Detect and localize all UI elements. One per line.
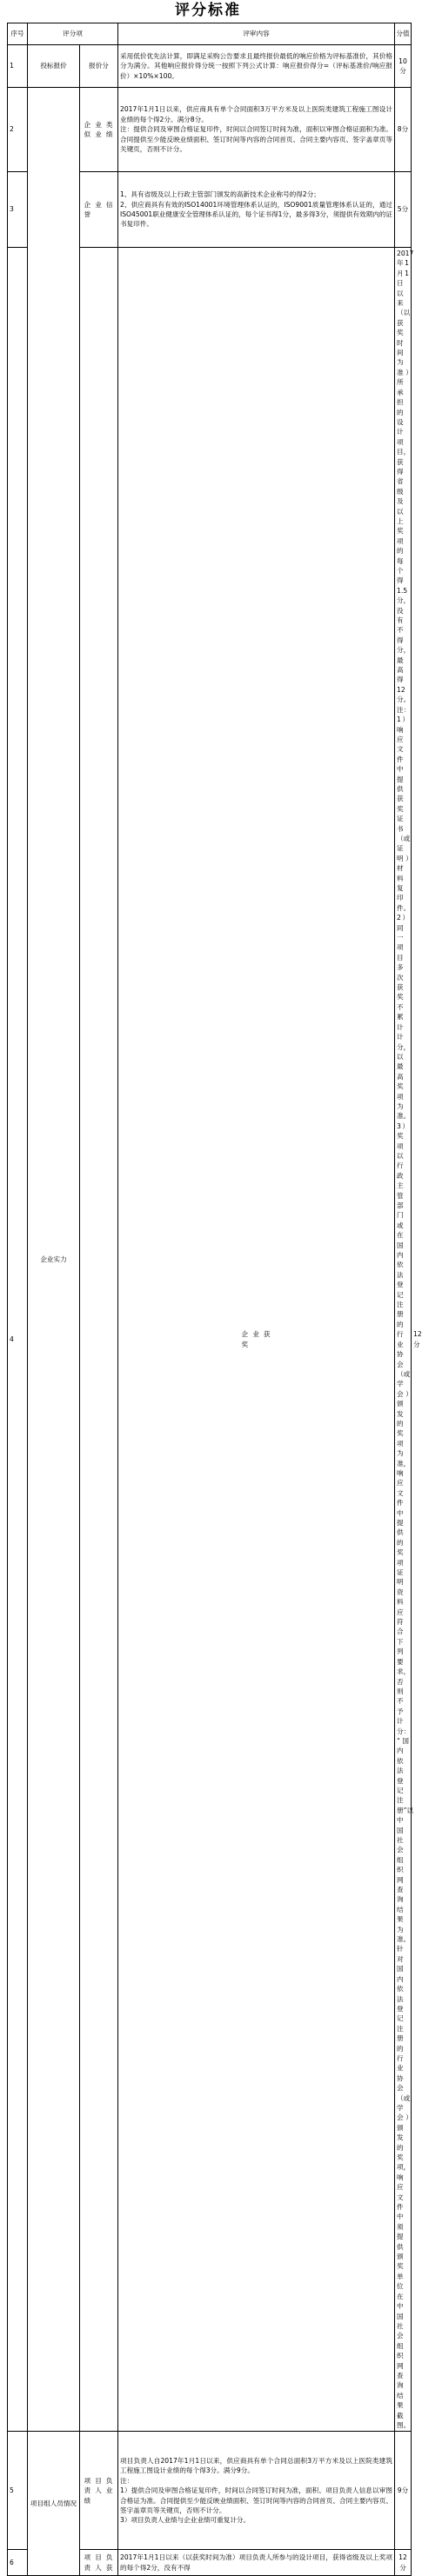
- row-content: [118, 45, 395, 88]
- content-line: 1）响应文件中提供获奖证书（或证明）材料复印件。: [397, 716, 411, 912]
- header-index: 序号: [8, 23, 28, 45]
- row-score: 12分: [395, 2550, 412, 2576]
- subcategory-label: 项目负责人获: [84, 2553, 114, 2572]
- table-row: [8, 2432, 412, 2550]
- header-content: 评审内容: [118, 23, 395, 45]
- row-content: [118, 172, 395, 248]
- content-line: 注：提供合同及审图合格证复印件，时间以合同签订时间为准，面积以审图合格证面积为准。合同提供至少能反映业绩面积、签订时间等内容的合同首页、合同主要内容页、签字盖章页等关键页，否则不计分。: [120, 125, 392, 154]
- row-content: [395, 248, 412, 2432]
- row-content: [118, 2550, 395, 2576]
- content-line: 2）同一项目多次获奖不累计计分，以最高奖项为准。: [397, 914, 411, 1121]
- row-subcategory: [80, 2432, 118, 2550]
- header-category: 评分项: [28, 23, 118, 45]
- content-line: 注：: [120, 2476, 134, 2485]
- header-score: 分值: [395, 23, 412, 45]
- subcategory-label: 企业获奖: [241, 1330, 271, 1348]
- subcategory-label: 项目负责人业绩: [84, 2476, 114, 2505]
- row-index: 5: [8, 2432, 28, 2550]
- page-title: 评分标准: [175, 2, 241, 19]
- scoring-table: [7, 23, 422, 2576]
- subcategory-label: 企业类似业绩: [84, 120, 114, 138]
- row-index: 2: [8, 88, 28, 172]
- row-index: 1: [8, 45, 28, 88]
- content-line: 3）奖项以行政主管部门或在国内依法登记注册的行业协会（或学会）颁发的奖项为准，响应文件中提供的奖项证明资料应符合下列要求，否则不予计分：: [397, 1122, 411, 1735]
- row-score: 5分: [395, 172, 412, 248]
- table-row: 4 企业获奖 2017年1月1日以来（以获奖时间为准）所承担的设计项目，获得省级及以上奖项的每个得1.5分，没有不得分，最高得12分。 注： 1）响应文件中提供获奖证书（或证明）材料复印件。 2）同一项目多次获奖不累计计分，以最高奖项为准。 3）奖项以行政主管部门或在国内依法登记注册的行业协会（或学会）颁发的奖项为准，响应文件中提供的奖项证明资料应符合下列要求，否则不予计分： “国内依法登记注册”以中国社会组织网查询结果为准。针对国内依法登记注册的行业协会（或学会）颁发的奖项，响应文件中须提供颁奖单位在中国社会组织网查询结果截图。 12分: [8, 248, 412, 2432]
- row-score: 10分: [395, 45, 412, 88]
- content-line: 2017年1月1日以来（以获奖时间为准）所承担的设计项目，获得省级及以上奖项的每个得1.5分，没有不得分，最高得12分。: [397, 250, 414, 704]
- row-subcategory: [80, 88, 118, 172]
- row-subcategory: [118, 248, 395, 2432]
- row-subcategory: 报价分: [80, 45, 118, 88]
- row-score: 9分: [395, 2432, 412, 2550]
- table-row: [8, 45, 412, 88]
- subcategory-label: 企业信誉: [84, 200, 114, 218]
- row-content: [118, 2432, 395, 2550]
- row-subcategory: [80, 172, 118, 248]
- content-line: 项目负责人自2017年1月1日以来，供应商具有单个合同总面积3万平方米及以上医院类建筑工程施工图设计业绩的每个得3分。满分9分。: [120, 2456, 392, 2475]
- row-content: [118, 88, 395, 172]
- content-line: 1）提供合同及审图合格证复印件，时间以合同签订时间为准，面积、项目负责人信息以审图合格证为准。合同提供至少能反映业绩面积、签订时间等内容的合同首页、合同主要内容页、签字盖章页等关键页，否则不计分。: [120, 2486, 392, 2514]
- header-row: [8, 23, 412, 45]
- row-subcategory: [80, 2550, 118, 2576]
- content-line: 2017年1月1日以来，供应商具有单个合同面积3万平方米及以上医院类建筑工程施工图设计业绩的每个得2分。满分8分。: [120, 105, 392, 123]
- row-category-merged: 企业实力: [28, 88, 80, 2432]
- content-line: 2、供应商具有有效的ISO14001环境管理体系认证的，ISO9001质量管理体系认证的，通过ISO45001职业健康安全管理体系认证的，每个证书得1分，最多得3分，须提供有效期内的证书复印件。: [120, 200, 392, 229]
- content-line: 1、具有省级及以上行政主管部门颁发的高新技术企业称号的得2分；: [120, 190, 320, 199]
- row-score: 8分: [395, 88, 412, 172]
- content-line: 注：: [397, 705, 411, 714]
- row-category: 投标报价: [28, 45, 80, 88]
- content-line: “国内依法登记注册”以中国社会组织网查询结果为准。针对国内依法登记注册的行业协会（或学会）颁发的奖项，响应文件中须提供颁奖单位在中国社会组织网查询结果截图。: [397, 1736, 414, 2429]
- row-index: 3: [8, 172, 28, 248]
- row-index: 6: [8, 2550, 28, 2576]
- content-line: 3）项目负责人业绩与企业业绩可重复计分。: [120, 2516, 251, 2525]
- content-line: 2017年1月1日以来（以获奖时间为准）项目负责人所参与的设计项目，获得省级及以上奖项的每个得2分，没有不得: [120, 2553, 392, 2572]
- table-row: [8, 88, 412, 172]
- row-category-merged: 项目组人员情况: [28, 2432, 80, 2576]
- row-category: [80, 248, 118, 2432]
- row-index: 4: [8, 248, 28, 2432]
- content-line: 采用低价优先法计算，即满足采购公告要求且最终报价最低的响应价格为评标基准价，其价格分为满分。其他响应报价得分统一按照下列公式计算：响应报价得分=（评标基准价/响应报价）×10%×100。: [120, 51, 392, 80]
